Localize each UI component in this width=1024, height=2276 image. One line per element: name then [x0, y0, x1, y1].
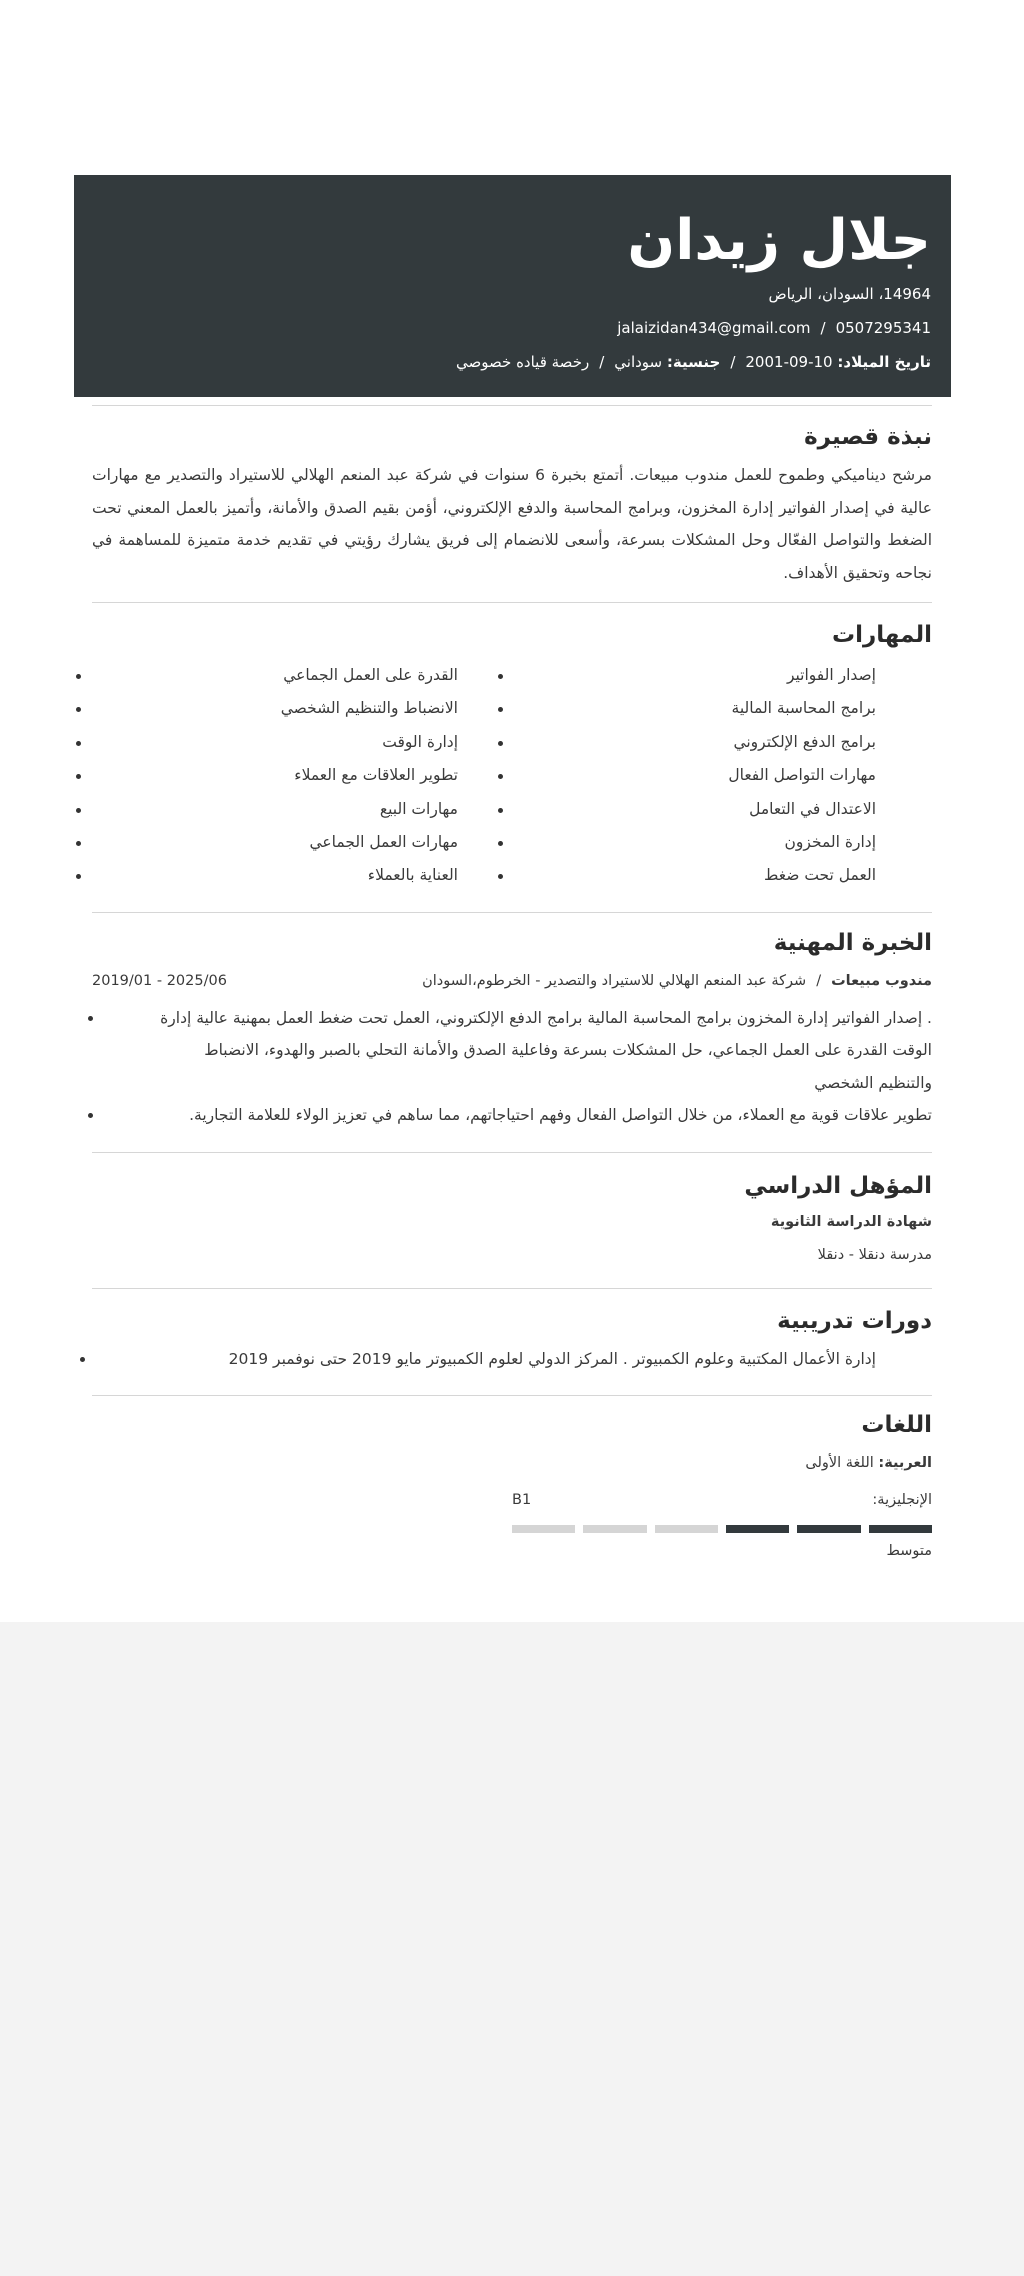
skill-item: مهارات البيع [379, 799, 458, 818]
bullet-icon [76, 674, 81, 679]
bullet-icon [88, 1016, 93, 1021]
job-header: مندوب مبيعات/شركة عبد المنعم الهلالي للاستيراد والتصدير - الخرطوم،السودان 2019/01 - 2025/06 [92, 965, 932, 998]
english-level-text: متوسط [886, 1543, 932, 1559]
dob-label: تاريخ الميلاد: [837, 353, 931, 371]
bullet-icon [76, 774, 81, 779]
languages-section [92, 1407, 932, 1567]
level-segment [869, 1525, 932, 1533]
summary-section [92, 419, 932, 589]
skill-item: برامج الدفع الإلكتروني [733, 732, 876, 751]
skill-item: تطوير العلاقات مع العملاء [294, 766, 458, 785]
job-role: مندوب مبيعات [831, 973, 932, 989]
bullet-icon [88, 1113, 93, 1118]
section-title: المهارات [832, 622, 932, 648]
license: رخصة قياده خصوصي [456, 353, 590, 371]
bullet-icon [498, 707, 503, 712]
skill-item: الانضباط والتنظيم الشخصي [280, 699, 458, 718]
divider [92, 1152, 932, 1153]
resume-header [74, 175, 951, 397]
bullet-icon [498, 808, 503, 813]
nationality-label: جنسية: [666, 353, 721, 371]
bullet-icon [498, 674, 503, 679]
level-segment [655, 1525, 718, 1533]
divider [92, 602, 932, 603]
skill-item: إدارة المخزون [784, 833, 876, 851]
bullet-icon [76, 841, 81, 846]
language-english: الإنجليزية: B1 [92, 1484, 932, 1517]
divider [92, 1395, 932, 1396]
english-level-bar [512, 1525, 932, 1533]
school: مدرسة دنقلا - دنقلا [817, 1246, 932, 1263]
skills-list [92, 659, 932, 899]
bullet-icon [498, 874, 503, 879]
experience-section [92, 925, 932, 1132]
nationality: سوداني [614, 353, 663, 371]
courses-section [92, 1303, 932, 1376]
level-segment [583, 1525, 646, 1533]
job-bullet: تطوير علاقات قوية مع العملاء، من خلال التواصل الفعال وفهم احتياجاتهم، مما ساهم في تعزيز الولاء للعلامة التجارية. [152, 1099, 932, 1132]
skill-item: برامج المحاسبة المالية [731, 699, 876, 718]
level-segment [726, 1525, 789, 1533]
bullet-icon [498, 774, 503, 779]
skill-item: مهارات التواصل الفعال [728, 766, 876, 785]
skill-item: العمل تحت ضغط [764, 866, 876, 885]
education-section [92, 1168, 932, 1271]
skill-item: مهارات العمل الجماعي [309, 833, 458, 851]
bullet-icon [80, 1357, 85, 1362]
job-dates: 2019/01 - 2025/06 [92, 973, 227, 989]
degree: شهادة الدراسة الثانوية [770, 1214, 932, 1230]
dob: 10-09-2001 [745, 353, 833, 371]
section-title: المؤهل الدراسي [744, 1173, 932, 1199]
bullet-icon [76, 707, 81, 712]
address: 14964، السودان، الرياض [768, 285, 931, 303]
english-level: B1 [512, 1491, 532, 1508]
language-arabic: العربية: اللغة الأولى [805, 1455, 932, 1471]
bullet-icon [76, 874, 81, 879]
phone: 0507295341 [835, 319, 931, 337]
candidate-name: جلال زيدان [627, 208, 931, 273]
skill-item: إصدار الفواتير [786, 666, 876, 684]
section-title: الخبرة المهنية [773, 930, 932, 956]
contact-line: 0507295341/jalaizidan434@gmail.com [617, 319, 931, 337]
divider [92, 1288, 932, 1289]
summary-text: مرشح ديناميكي وطموح للعمل مندوب مبيعات. أتمتع بخبرة 6 سنوات في شركة عبد المنعم الهلالي للاستيراد والتصدير مع مهارات عالية في إصدار الفواتير إدارة المخزون، وبرامج المحاسبة والدفع الإلكتروني، أؤمن بقيم الصدق والأمانة، وأتميز بالعمل المعني تحت الضغط والتواصل الفعّال وحل المشكلات بسرعة، وأسعى للانضمام إلى فريق يشارك رؤيتي في تقديم خدمة متميزة للمساهمة في نجاحه وتحقيق الأهداف. [92, 466, 932, 582]
level-segment [797, 1525, 860, 1533]
personal-line: تاريخ الميلاد: 10-09-2001/جنسية: سوداني/رخصة قياده خصوصي [456, 353, 931, 371]
course-item: إدارة الأعمال المكتبية وعلوم الكمبيوتر . المركز الدولي لعلوم الكمبيوتر مايو 2019 حتى نوفمبر 2019 [92, 1343, 932, 1376]
skill-item: القدرة على العمل الجماعي [283, 666, 458, 684]
job-bullets [92, 1002, 932, 1132]
level-segment [512, 1525, 575, 1533]
bullet-icon [498, 841, 503, 846]
section-title: دورات تدريبية [777, 1308, 932, 1334]
skills-section [92, 617, 932, 899]
bullet-icon [76, 741, 81, 746]
email[interactable]: jalaizidan434@gmail.com [617, 319, 811, 337]
section-title: اللغات [861, 1412, 932, 1438]
divider [92, 405, 932, 406]
job-bullet: . إصدار الفواتير إدارة المخزون برامج المحاسبة المالية برامج الدفع الإلكتروني، العمل تحت ضغط العمل بمهنية عالية إدارة الوقت القدرة على العمل الجماعي، حل المشكلات بسرعة وفاعلية الصدق والأمانة التحلي بالصبر والهدوء، الانضباط والتنظيم الشخصي [152, 1002, 932, 1100]
bullet-icon [76, 808, 81, 813]
skill-item: إدارة الوقت [382, 732, 458, 751]
skill-item: العناية بالعملاء [367, 866, 458, 885]
job-company: شركة عبد المنعم الهلالي للاستيراد والتصدير - الخرطوم،السودان [422, 973, 807, 989]
bullet-icon [498, 741, 503, 746]
divider [92, 912, 932, 913]
section-title: نبذة قصيرة [804, 424, 932, 450]
skill-item: الاعتدال في التعامل [749, 799, 876, 818]
